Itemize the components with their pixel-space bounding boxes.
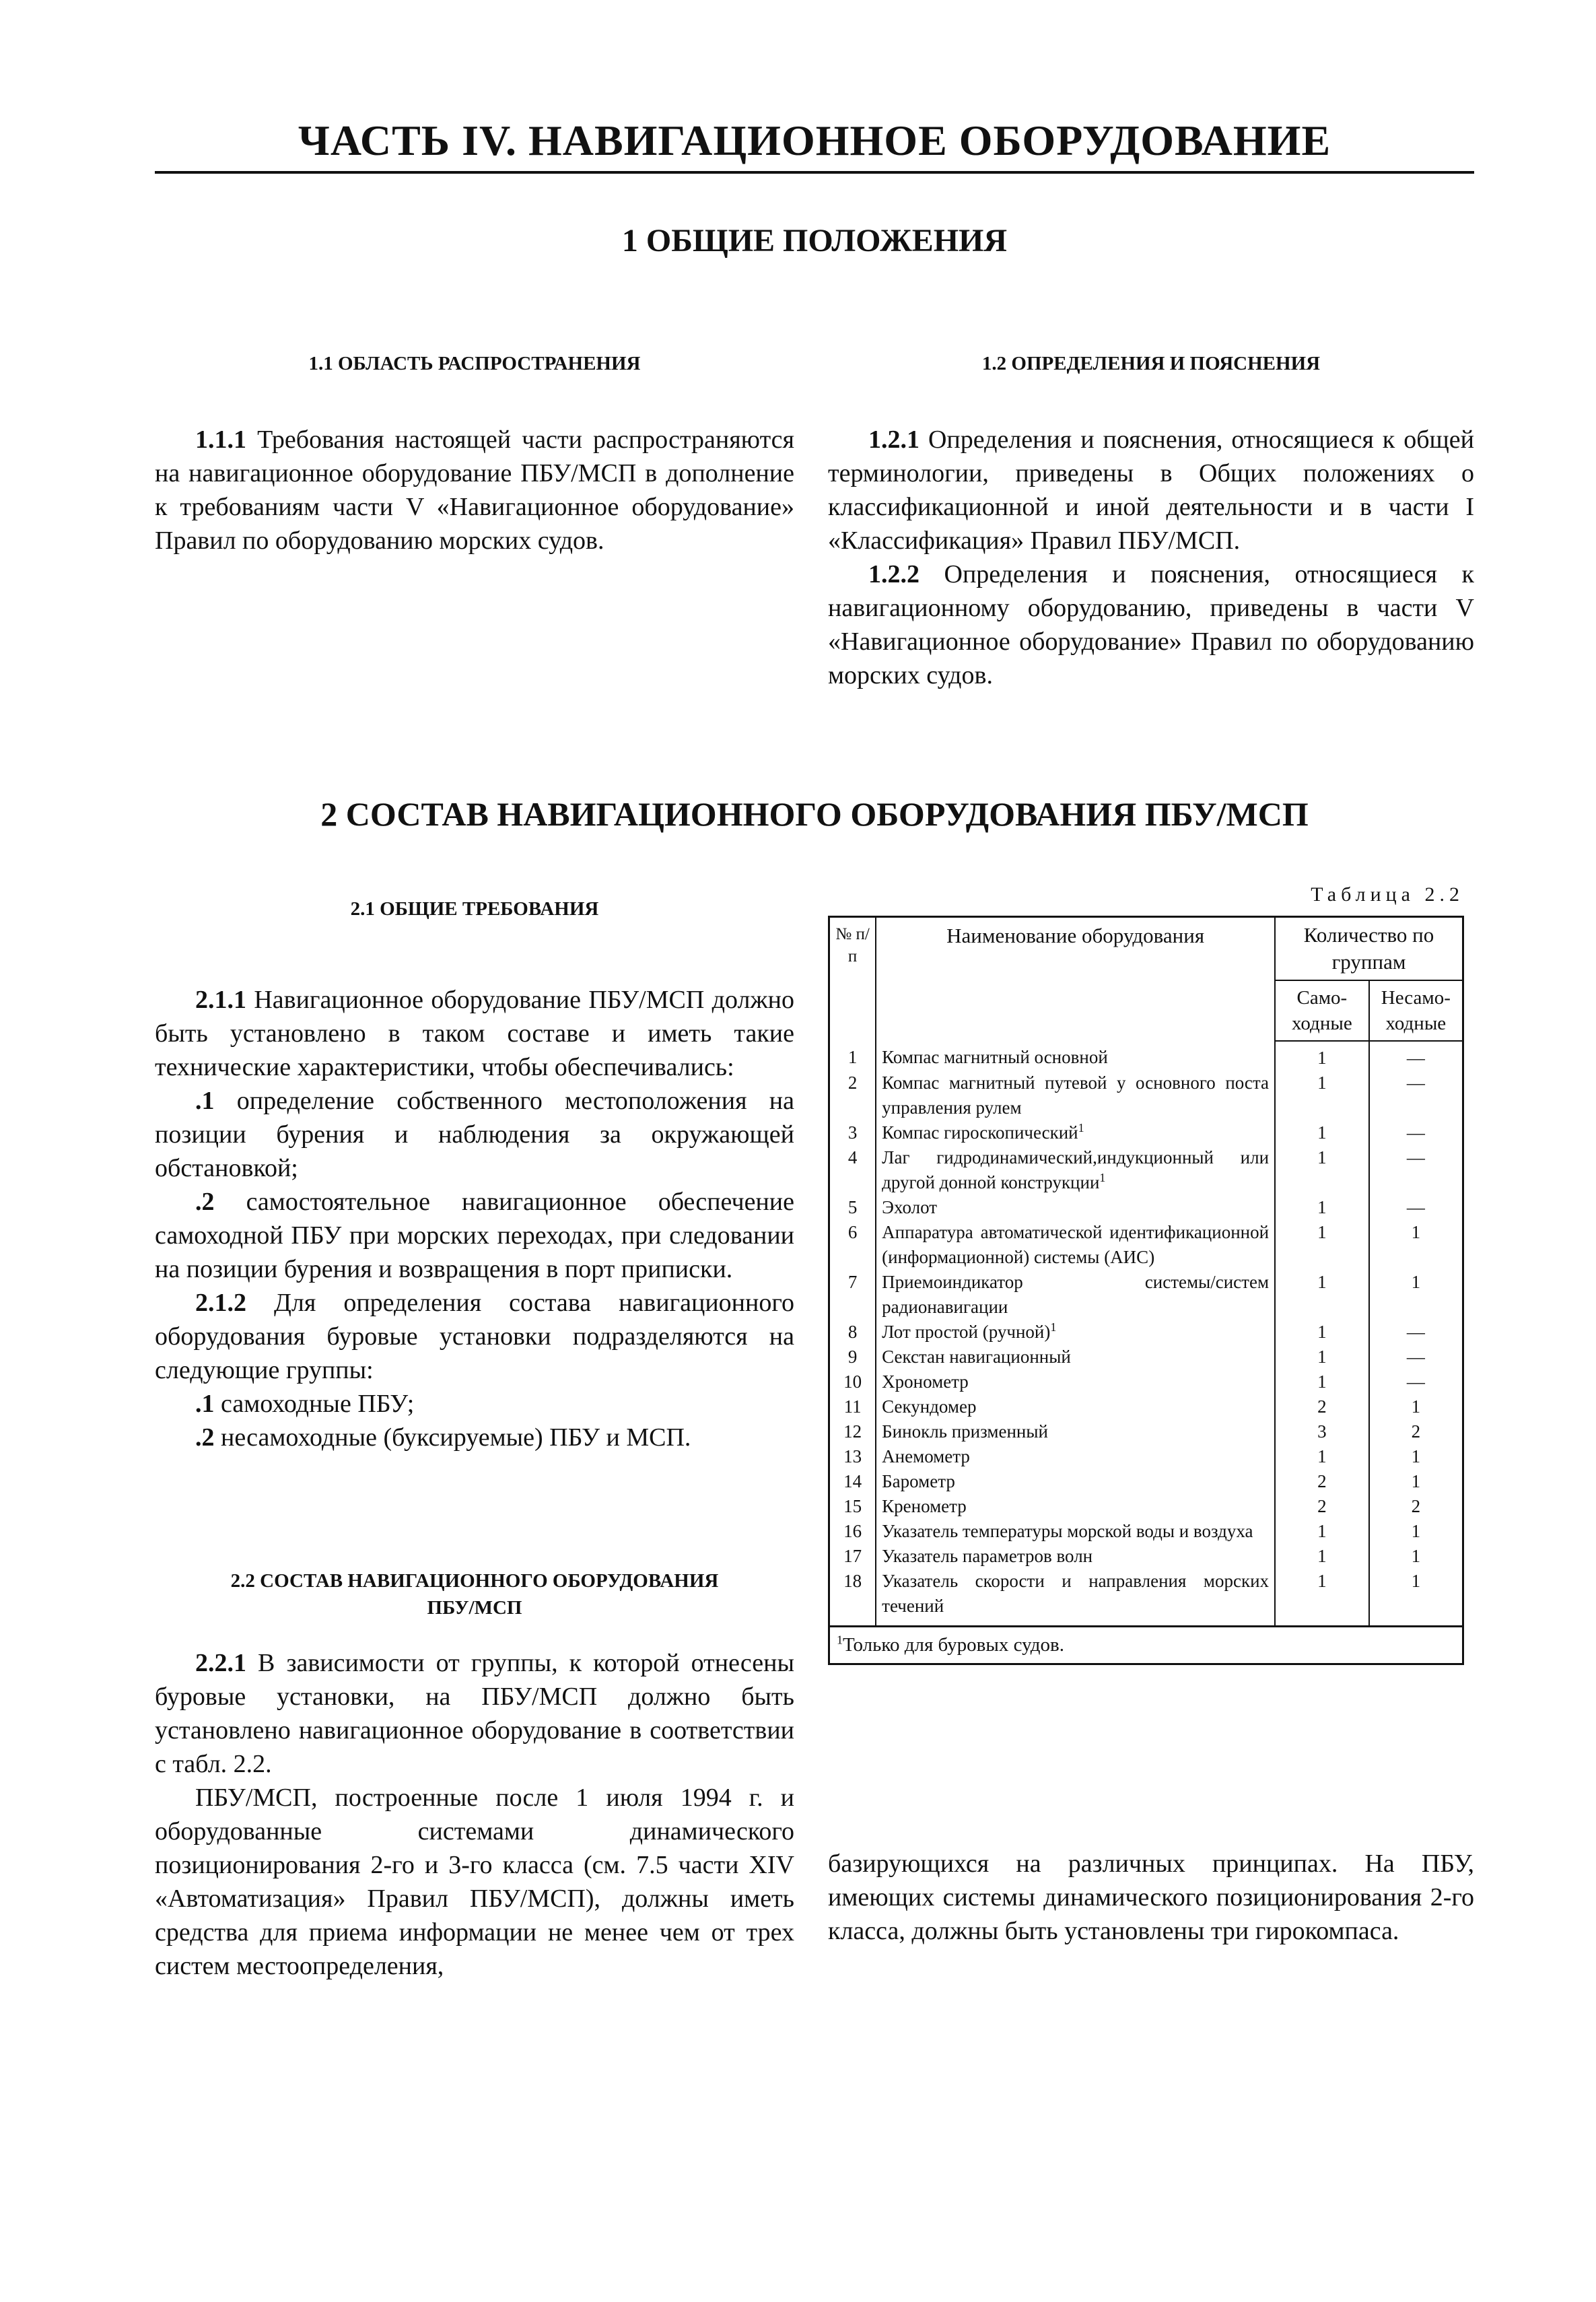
table-row (829, 1494, 1463, 1519)
qty-non-self-propelled: 1 (1369, 1220, 1463, 1270)
equipment-name: Лаг гидродинамический,индукционный или другой донной конструкции (882, 1147, 1270, 1192)
row-number: 16 (829, 1519, 876, 1544)
row-number: 3 (829, 1120, 876, 1145)
group-2: .2 несамоходные (буксируемые) ПБУ и МСП. (195, 1423, 691, 1452)
s22-heading (155, 1567, 794, 1621)
head-self: Само-ходные (1275, 980, 1369, 1041)
equipment-name-cell (876, 1120, 1275, 1145)
qty-self-propelled: 1 (1275, 1270, 1369, 1320)
equipment-name-cell (876, 1444, 1275, 1469)
s22-heading-line2: ПБУ/МСП (427, 1597, 522, 1619)
qty-self-propelled: 1 (1275, 1444, 1369, 1469)
equipment-name-cell (876, 1494, 1275, 1519)
equipment-name-cell (876, 1145, 1275, 1195)
row-number: 10 (829, 1369, 876, 1394)
table-row (829, 1195, 1463, 1220)
qty-self-propelled: 1 (1275, 1145, 1369, 1195)
equipment-name-cell (876, 1544, 1275, 1569)
qty-non-self-propelled: 1 (1369, 1469, 1463, 1494)
part-title: ЧАСТЬ IV. НАВИГАЦИОННОЕ ОБОРУДОВАНИЕ (298, 116, 1331, 164)
qty-non-self-propelled: 1 (1369, 1519, 1463, 1544)
qty-self-propelled: 1 (1275, 1320, 1369, 1345)
s12-body (828, 423, 1474, 692)
equipment-name: Эхолот (882, 1197, 938, 1217)
qty-non-self-propelled: 1 (1369, 1270, 1463, 1320)
table-row (829, 1071, 1463, 1120)
qty-self-propelled: 1 (1275, 1369, 1369, 1394)
table-row (829, 1394, 1463, 1419)
s21-heading: 2.1 ОБЩИЕ ТРЕБОВАНИЯ (350, 898, 599, 920)
qty-self-propelled: 1 (1275, 1120, 1369, 1145)
row-number: 2 (829, 1071, 876, 1120)
head-nonself: Несамо-ходные (1369, 980, 1463, 1041)
qty-self-propelled: 1 (1275, 1569, 1369, 1627)
s22-body-right (828, 1847, 1474, 1948)
s11-body (155, 423, 794, 557)
qty-non-self-propelled: — (1369, 1195, 1463, 1220)
equipment-name: Аппаратура автоматической идентификационной (информационной) системы (АИС) (882, 1222, 1270, 1267)
equipment-name-cell (876, 1195, 1275, 1220)
equipment-name-cell (876, 1394, 1275, 1419)
qty-non-self-propelled: 1 (1369, 1394, 1463, 1419)
qty-non-self-propelled: — (1369, 1320, 1463, 1345)
para-1-2-1: 1.2.1 Определения и пояснения, относящиеся к общей терминологии, приведены в Общих положениях о классификационной и иной деятельности и в части I «Классификация» Правил ПБУ/МСП. (828, 426, 1474, 555)
equipment-name: Анемометр (882, 1446, 970, 1466)
equipment-name-cell (876, 1419, 1275, 1444)
qty-self-propelled: 2 (1275, 1469, 1369, 1494)
qty-non-self-propelled: — (1369, 1041, 1463, 1071)
equipment-name: Лот простой (ручной) (882, 1322, 1051, 1342)
row-number: 4 (829, 1145, 876, 1195)
table-row (829, 1469, 1463, 1494)
equipment-name: Секундомер (882, 1396, 977, 1417)
equipment-name-cell (876, 1469, 1275, 1494)
s22-body (155, 1646, 794, 1983)
equipment-name: Бинокль призменный (882, 1421, 1048, 1442)
equipment-name: Компас гироскопический (882, 1122, 1078, 1143)
s11-heading: 1.1 ОБЛАСТЬ РАСПРОСТРАНЕНИЯ (308, 353, 641, 374)
section1-title: 1 ОБЩИЕ ПОЛОЖЕНИЯ (621, 223, 1008, 259)
equipment-name: Хронометр (882, 1372, 969, 1392)
qty-self-propelled: 1 (1275, 1195, 1369, 1220)
table-row (829, 1419, 1463, 1444)
footnote-ref: 1 (1078, 1121, 1084, 1135)
head-name: Наименование оборудования (876, 917, 1275, 1042)
title-rule (155, 171, 1474, 174)
para-2-2-1: 2.2.1 В зависимости от группы, к которой отнесены буровые установки, на ПБУ/МСП должно быть установлено навигационное оборудование в соответствии с табл. 2.2. (155, 1649, 794, 1778)
qty-non-self-propelled: 1 (1369, 1544, 1463, 1569)
qty-self-propelled: 1 (1275, 1071, 1369, 1120)
row-number: 8 (829, 1320, 876, 1345)
equipment-name-cell (876, 1519, 1275, 1544)
qty-self-propelled: 1 (1275, 1544, 1369, 1569)
equipment-name-cell (876, 1569, 1275, 1627)
equipment-name: Указатель температуры морской воды и воздуха (882, 1521, 1253, 1541)
table-row (829, 1544, 1463, 1569)
qty-self-propelled: 2 (1275, 1394, 1369, 1419)
table-row (829, 1345, 1463, 1369)
s22-heading-line1: 2.2 СОСТАВ НАВИГАЦИОННОГО ОБОРУДОВАНИЯ (230, 1570, 719, 1592)
s21-body (155, 983, 794, 1454)
table-row (829, 1519, 1463, 1544)
qty-self-propelled: 1 (1275, 1519, 1369, 1544)
equipment-name: Секстан навигационный (882, 1347, 1071, 1367)
qty-self-propelled: 1 (1275, 1220, 1369, 1270)
qty-self-propelled: 2 (1275, 1494, 1369, 1519)
item-1: .1 определение собственного местоположения на позиции бурения и наблюдения за окружающей обстановкой; (155, 1087, 794, 1182)
row-number: 6 (829, 1220, 876, 1270)
qty-self-propelled: 1 (1275, 1041, 1369, 1071)
row-number: 17 (829, 1544, 876, 1569)
section2-title: 2 СОСТАВ НАВИГАЦИОННОГО ОБОРУДОВАНИЯ ПБУ/МСП (320, 795, 1309, 833)
row-number: 18 (829, 1569, 876, 1627)
qty-non-self-propelled: — (1369, 1071, 1463, 1120)
equipment-name-cell (876, 1041, 1275, 1071)
para-2-2-1-continued: базирующихся на различных принципах. На ПБУ, имеющих системы динамического позиционирования 2-го класса, должны быть установлены три гирокомпаса. (828, 1850, 1474, 1945)
row-number: 14 (829, 1469, 876, 1494)
table-row (829, 1220, 1463, 1270)
equipment-name-cell (876, 1220, 1275, 1270)
table-row (829, 1444, 1463, 1469)
equipment-name: Кренометр (882, 1496, 967, 1516)
qty-non-self-propelled: — (1369, 1369, 1463, 1394)
qty-self-propelled: 3 (1275, 1419, 1369, 1444)
qty-self-propelled: 1 (1275, 1345, 1369, 1369)
qty-non-self-propelled: — (1369, 1120, 1463, 1145)
item-2: .2 самостоятельное навигационное обеспечение самоходной ПБУ при морских переходах, при следовании на позиции бурения и возвращения в порт приписки. (155, 1188, 794, 1283)
para-2-1-1: 2.1.1 Навигационное оборудование ПБУ/МСП должно быть установлено в таком составе и иметь такие технические характеристики, чтобы обеспечивались: (155, 986, 794, 1081)
footnote-mark: 1 (837, 1633, 843, 1647)
qty-non-self-propelled: 1 (1369, 1569, 1463, 1627)
row-number: 11 (829, 1394, 876, 1419)
table-footnote (829, 1627, 1463, 1664)
table-row (829, 1145, 1463, 1195)
para-1-1-1: 1.1.1 Требования настоящей части распространяются на навигационное оборудование ПБУ/МСП в дополнение к требованиям части V «Навигационное оборудование» Правил по оборудованию морских судов. (155, 426, 794, 555)
para-2-2-1-cont: ПБУ/МСП, построенные после 1 июля 1994 г. и оборудованные системами динамического позиционирования 2-го и 3-го класса (см. 7.5 части XIV «Автоматизация» Правил ПБУ/МСП), должны иметь средства для приема информации не менее чем от трех систем местоопределения, (155, 1784, 794, 1980)
para-1-2-2: 1.2.2 Определения и пояснения, относящиеся к навигационному оборудованию, приведены в части V «Навигационное оборудование» Правил по оборудованию морских судов. (828, 560, 1474, 689)
table-row (829, 1320, 1463, 1345)
qty-non-self-propelled: 2 (1369, 1494, 1463, 1519)
equipment-name-cell (876, 1270, 1275, 1320)
row-number: 1 (829, 1041, 876, 1071)
equipment-name: Приемоиндикатор системы/систем радионавигации (882, 1272, 1270, 1317)
footnote-ref: 1 (1099, 1171, 1106, 1184)
table-caption: Таблица 2.2 (1311, 883, 1464, 906)
footnote-text: Только для буровых судов. (843, 1634, 1064, 1656)
equipment-name-cell (876, 1071, 1275, 1120)
table-body (829, 1041, 1463, 1627)
row-number: 5 (829, 1195, 876, 1220)
equipment-name: Указатель скорости и направления морских течений (882, 1571, 1270, 1616)
qty-non-self-propelled: 1 (1369, 1444, 1463, 1469)
equipment-name-cell (876, 1369, 1275, 1394)
table-row (829, 1369, 1463, 1394)
head-qty: Количество по группам (1275, 917, 1463, 981)
row-number: 13 (829, 1444, 876, 1469)
equipment-name: Компас магнитный основной (882, 1047, 1108, 1067)
table-row (829, 1270, 1463, 1320)
equipment-name: Барометр (882, 1471, 955, 1491)
row-number: 9 (829, 1345, 876, 1369)
row-number: 12 (829, 1419, 876, 1444)
table-row (829, 1120, 1463, 1145)
qty-non-self-propelled: — (1369, 1145, 1463, 1195)
equipment-table (828, 916, 1464, 1665)
head-num: № п/п (829, 917, 876, 1042)
table-row (829, 1041, 1463, 1071)
row-number: 7 (829, 1270, 876, 1320)
row-number: 15 (829, 1494, 876, 1519)
group-1: .1 самоходные ПБУ; (195, 1390, 415, 1418)
equipment-name: Указатель параметров волн (882, 1546, 1093, 1566)
s12-heading: 1.2 ОПРЕДЕЛЕНИЯ И ПОЯСНЕНИЯ (981, 353, 1321, 374)
table-row (829, 1569, 1463, 1627)
equipment-name-cell (876, 1320, 1275, 1345)
equipment-name-cell (876, 1345, 1275, 1369)
para-2-1-2: 2.1.2 Для определения состава навигационного оборудования буровые установки подразделяются на следующие группы: (155, 1289, 794, 1384)
qty-non-self-propelled: — (1369, 1345, 1463, 1369)
footnote-ref: 1 (1050, 1320, 1057, 1334)
equipment-name: Компас магнитный путевой у основного поста управления рулем (882, 1073, 1270, 1118)
qty-non-self-propelled: 2 (1369, 1419, 1463, 1444)
